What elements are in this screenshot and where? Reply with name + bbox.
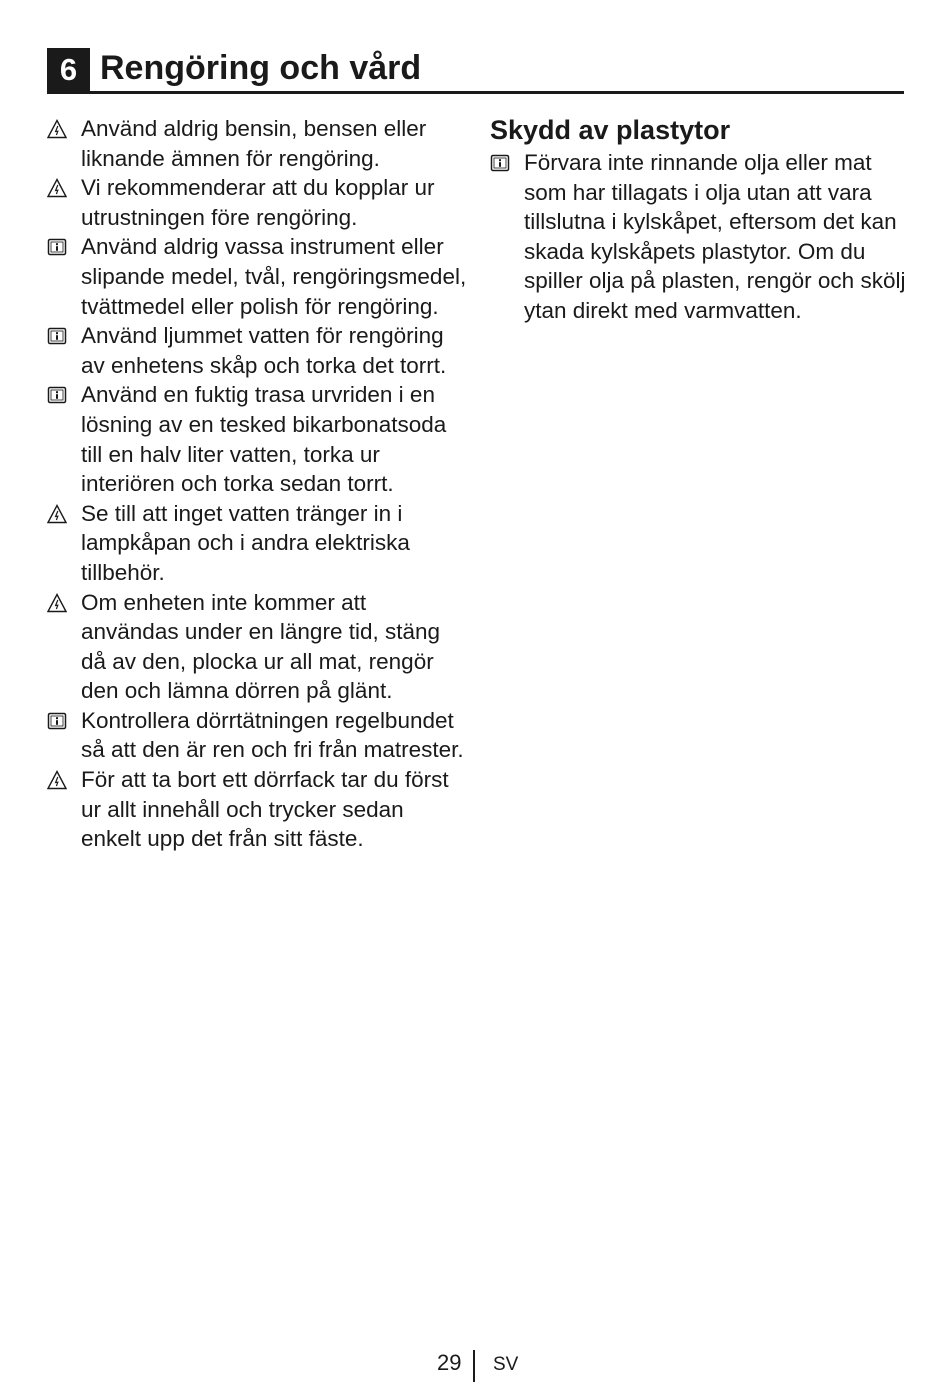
section-number: 6 bbox=[47, 48, 90, 91]
info-icon bbox=[47, 326, 67, 346]
item-text: Se till att inget vatten tränger in i lampkåpan och i andra elektriska tillbehör. bbox=[81, 500, 410, 585]
warning-icon bbox=[47, 593, 67, 613]
list-item bbox=[47, 114, 467, 173]
item-text: För att ta bort ett dörrfack tar du först ur allt innehåll och trycker sedan enkelt upp det från sitt fäste. bbox=[81, 767, 449, 852]
list-item bbox=[47, 499, 467, 588]
info-icon bbox=[47, 237, 67, 257]
info-icon bbox=[47, 711, 67, 731]
item-text: Vi rekommenderar att du kopplar ur utrustningen före rengöring. bbox=[81, 175, 435, 230]
warning-icon bbox=[47, 178, 67, 198]
list-item bbox=[47, 706, 467, 765]
section-heading: Skydd av plastytor bbox=[490, 115, 731, 145]
page-title: Rengöring och vård bbox=[100, 49, 422, 87]
page-footer bbox=[0, 1350, 950, 1384]
item-text: Använd aldrig bensin, bensen eller liknande ämnen för rengöring. bbox=[81, 116, 427, 171]
list-item bbox=[47, 232, 467, 321]
item-text: Förvara inte rinnande olja eller mat som har tillagats i olja utan att vara tillslutna i kylskåpet, eftersom det kan skada kylskåpets plastytor. Om du spiller olja på plasten, rengör och skölj ytan direkt med varmvatten. bbox=[524, 150, 906, 323]
warning-icon bbox=[47, 770, 67, 790]
item-text: Använd ljummet vatten för rengöring av enhetens skåp och torka det torrt. bbox=[81, 323, 447, 378]
footer-divider bbox=[473, 1350, 475, 1382]
item-text: Använd en fuktig trasa urvriden i en lösning av en tesked bikarbonatsoda till en halv liter vatten, torka ur interiören och torka sedan torrt. bbox=[81, 382, 447, 497]
list-item bbox=[47, 380, 467, 498]
item-text: Använd aldrig vassa instrument eller slipande medel, tvål, rengöringsmedel, tvättmedel eller polish för rengöring. bbox=[81, 234, 467, 319]
list-item bbox=[47, 588, 467, 706]
section-header bbox=[47, 48, 904, 94]
list-item bbox=[47, 765, 467, 854]
info-icon bbox=[490, 153, 510, 173]
info-icon bbox=[47, 385, 67, 405]
page-number: 29 bbox=[437, 1350, 462, 1375]
warning-icon bbox=[47, 119, 67, 139]
warning-icon bbox=[47, 504, 67, 524]
list-item bbox=[47, 173, 467, 232]
left-column bbox=[47, 114, 467, 854]
right-column bbox=[490, 114, 910, 326]
list-item bbox=[47, 321, 467, 380]
item-text: Kontrollera dörrtätningen regelbundet så att den är ren och fri från matrester. bbox=[81, 707, 464, 763]
item-text: Om enheten inte kommer att användas under en längre tid, stäng då av den, plocka ur all mat, rengör den och lämna dörren på glänt. bbox=[81, 589, 441, 704]
list-item bbox=[490, 148, 910, 326]
language-code: SV bbox=[493, 1354, 519, 1375]
